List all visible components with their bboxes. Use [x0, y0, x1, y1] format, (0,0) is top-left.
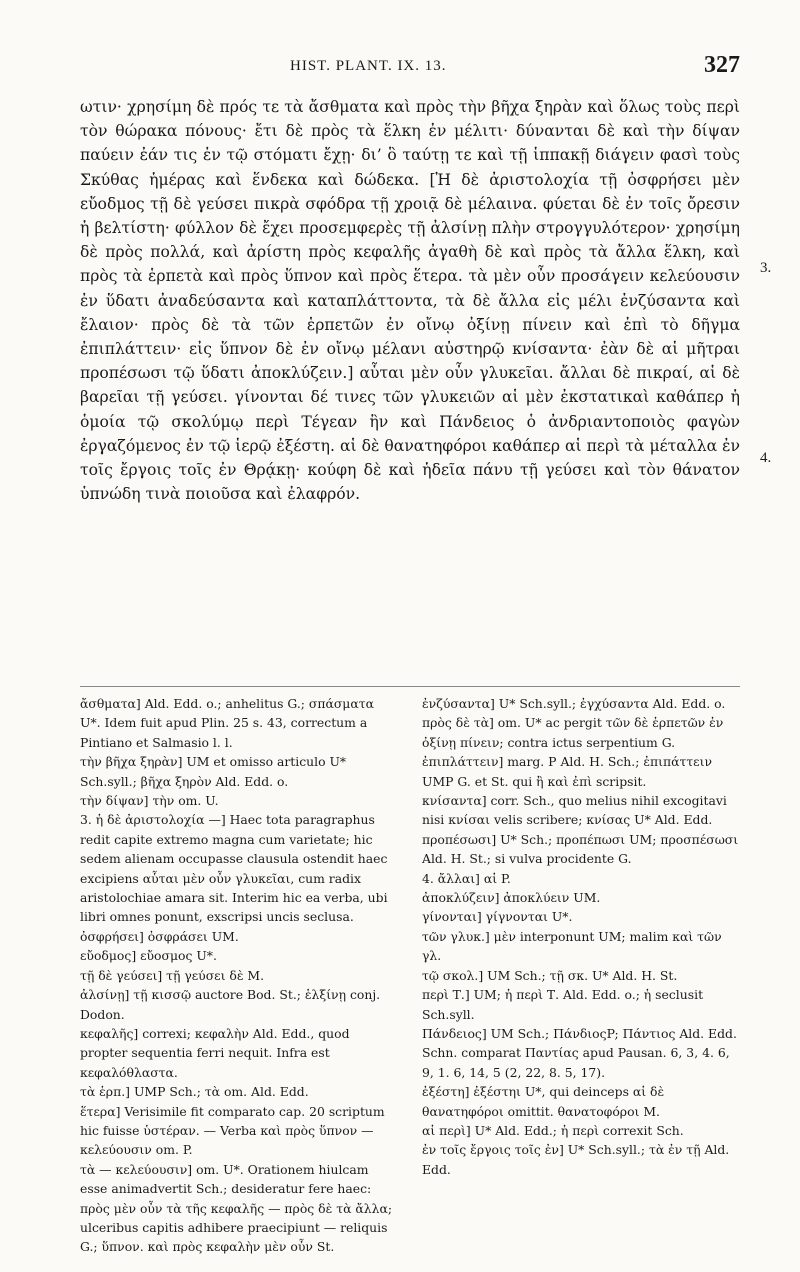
apparatus-note: ἀποκλύζειν] ἀποκλύειν UM. — [422, 890, 601, 906]
page-number: 327 — [704, 52, 740, 78]
apparatus-note: τὴν δίψαν] τὴν om. U. — [80, 793, 219, 809]
critical-apparatus — [80, 694, 740, 1257]
apparatus-note: αἱ περὶ] U* Ald. Edd.; ἡ περὶ correxit Sch. — [422, 1122, 684, 1138]
footnote-divider — [80, 686, 740, 687]
apparatus-note: 4. ἄλλαι] αἱ P. — [422, 870, 511, 886]
apparatus-note: ἀλσίνῃ] τῇ κισσῷ auctore Bod. St.; ἑλξίνῃ conj. Dodon. — [80, 987, 381, 1022]
margin-number-3: 3. — [760, 260, 772, 276]
apparatus-note: ἐνζύσαντα] U* Sch.syll.; ἐγχύσαντα Ald. Edd. o. — [422, 696, 726, 711]
apparatus-note: ἐξέστη] ἐξέστηι U*, qui deinceps αἱ δὲ θανατηφόροι omittit. θανατοφόροι M. — [422, 1084, 665, 1119]
apparatus-note: τὴν βῆχα ξηρὰν] UM et omisso articulo U* Sch.syll.; βῆχα ξηρὸν Ald. Edd. o. — [80, 754, 347, 789]
main-text — [80, 95, 740, 506]
apparatus-note: περὶ Τ.] UM; ἡ περὶ Τ. Ald. Edd. o.; ἡ seclusit Sch.syll. — [422, 987, 704, 1022]
apparatus-note: τὰ — κελεύουσιν] om. U*. Orationem hiulcam esse animadvertit Sch.; desideratur fere haec: πρὸς μὲν οὖν τὰ τῆς κεφαλῆς — πρὸς δὲ τὰ ἄλλα; ulceribus capitis adhibere praecipiunt — reliquis G.; ὕπνον. καὶ πρὸς κεφαλὴν μὲν οὖν St. — [80, 1161, 392, 1255]
apparatus-note: γίνονται] γίγνονται U*. — [422, 909, 573, 925]
page-header — [0, 52, 800, 84]
apparatus-note: ἐν τοῖς ἔργοις τοῖς ἐν] U* Sch.syll.; τὰ ἐν τῇ Ald. Edd. — [422, 1142, 730, 1177]
running-head: HIST. PLANT. IX. 13. — [290, 58, 447, 74]
apparatus-note: ἐπιπλάττειν] marg. P Ald. H. Sch.; ἐπιπάττειν UMP G. et St. qui ἢ καὶ ἐπὶ scripsit. — [422, 754, 712, 789]
apparatus-note: τῶν γλυκ.] μὲν interponunt UM; malim καὶ τῶν γλ. — [422, 928, 722, 964]
apparatus-note: ὀσφρήσει] ὀσφράσει UM. — [80, 928, 239, 944]
apparatus-note: Πάνδειος] UM Sch.; ΠάνδιοςP; Πάντιος Ald. Edd. Schn. comparat Παντίας apud Pausan. 6, 3, 4. 6, 9, 1. 6, 14, 5 (2, 22, 8. 5, 17). — [422, 1025, 737, 1080]
apparatus-note: ἕτερα] Verisimile fit comparato cap. 20 scriptum hic fuisse ὑστέραν. — Verba καὶ πρὸς ὕπνον — κελεύουσιν om. P. — [80, 1103, 385, 1158]
apparatus-note: τῷ σκολ.] UM Sch.; τῇ σκ. U* Ald. H. St. — [422, 967, 678, 983]
apparatus-note: τὰ ἑρπ.] UMP Sch.; τὰ om. Ald. Edd. — [80, 1084, 309, 1100]
apparatus-note: κνίσαντα] corr. Sch., quo melius nihil excogitavi nisi κνίσαι velis scribere; κνίσας U* Ald. Edd. — [422, 793, 727, 828]
apparatus-note: κεφαλῆς] correxi; κεφαλὴν Ald. Edd., quod propter sequentia ferri nequit. Infra est κεφαλόθλαστα. — [80, 1025, 350, 1080]
apparatus-note: προπέσωσι] U* Sch.; προπέπωσι UM; προσπέσωσι Ald. H. St.; si vulva procidente G. — [422, 831, 739, 867]
apparatus-note: πρὸς δὲ τὰ] om. U* ac pergit τῶν δὲ ἑρπετῶν ἐν ὀξίνῃ πίνειν; contra ictus serpentium G. — [422, 715, 724, 750]
apparatus-right-column — [422, 694, 740, 1257]
apparatus-note: ἄσθματα] Ald. Edd. o.; anhelitus G.; σπάσματα U*. Idem fuit apud Plin. 25 s. 43, correctum a Pintiano et Salmasio l. l. — [80, 696, 374, 750]
apparatus-note: τῇ δὲ γεύσει] τῇ γεύσει δὲ M. — [80, 967, 265, 983]
apparatus-note: εὔοδμος] εὔοσμος U*. — [80, 948, 217, 964]
margin-number-4: 4. — [760, 450, 772, 466]
apparatus-left-column — [80, 694, 398, 1257]
apparatus-note: 3. ἡ δὲ ἀριστολοχία —] Haec tota paragraphus redit capite extremo magna cum varietate; hic sedem alienam occupasse clausula ostendit haec excipiens αὗται μὲν οὖν γλυκεῖαι, cum radix aristolochiae amara sit. Interim hic ea verba, ubi libri omnes ponunt, exscripsi uncis seclusa. — [80, 812, 388, 925]
main-paragraph: ωτιν· χρησίμη δὲ πρός τε τὰ ἄσθματα καὶ πρὸς τὴν βῆχα ξηρὰν καὶ ὅλως τοὺς περὶ τὸν θώρακα πόνους· ἔτι δὲ πρὸς τὰ ἕλκη ἐν μέλιτι· δύνανται δὲ καὶ τὴν δίψαν παύειν ἐάν τις ἐν τῷ στόματι ἔχῃ· δι’ ὃ ταύτῃ τε καὶ τῇ ἱππακῇ διάγειν φασὶ τοὺς Σκύθας ἡμέρας καὶ ἕνδεκα καὶ δώδεκα. [Ἡ δὲ ἀριστολοχία τῇ ὀσφρήσει μὲν εὔοδμος τῇ δὲ γεύσει πικρὰ σφόδρα τῇ χροιᾷ δὲ μέλαινα. φύεται δὲ ἐν τοῖς ὄρεσιν ἡ βελτίστη· φύλλον δὲ ἔχει προσεμφερὲς τῇ ἀλσίνῃ πλὴν στρογγυλότερον· χρησίμη δὲ πρὸς πολλά, καὶ ἀρίστη πρὸς κεφαλῆς ἀγαθὴ δὲ καὶ πρὸς τὰ ἄλλα ἕλκη, καὶ πρὸς τὰ ἑρπετὰ καὶ πρὸς ὕπνον καὶ πρὸς ἕτερα. τὰ μὲν οὖν προσάγειν κελεύουσιν ἐν ὕδατι ἀναδεύσαντα καὶ καταπλάττοντα, τὰ δὲ ἄλλα εἰς μέλι ἐνζύσαντα καὶ ἔλαιον· πρὸς δὲ τὰ τῶν ἑρπετῶν ἐν οἴνῳ ὀξίνῃ πίνειν καὶ ἐπὶ τὸ δῆγμα ἐπιπλάττειν· εἰς ὕπνον δὲ ἐν οἴνῳ μέλανι αὐστηρῷ κνίσαντα· ἐὰν δὲ αἱ μῆτραι προπέσωσι τῷ ὕδατι ἀποκλύζειν.] αὗται μὲν οὖν γλυκεῖαι. ἄλλαι δὲ πικραί, αἱ δὲ βαρεῖαι τῇ γεύσει. γίνονται δέ τινες τῶν γλυκειῶν αἱ μὲν ἐκστατικαὶ καθάπερ ἡ ὁμοία τῷ σκολύμῳ περὶ Τέγεαν ἣν καὶ Πάνδειος ὁ ἀνδριαντοποιὸς φαγὼν ἐργαζόμενος ἐν τῷ ἱερῷ ἐξέστη. αἱ δὲ θανατηφόροι καθάπερ αἱ περὶ τὰ μέταλλα ἐν τοῖς ἔργοις τοῖς ἐν Θρᾴκῃ· κούφη δὲ καὶ ἡδεῖα πάνυ τῇ γεύσει καὶ τὸν θάνατον ὑπνώδη τινὰ ποιοῦσα καὶ ἐλαφρόν. — [80, 98, 740, 504]
